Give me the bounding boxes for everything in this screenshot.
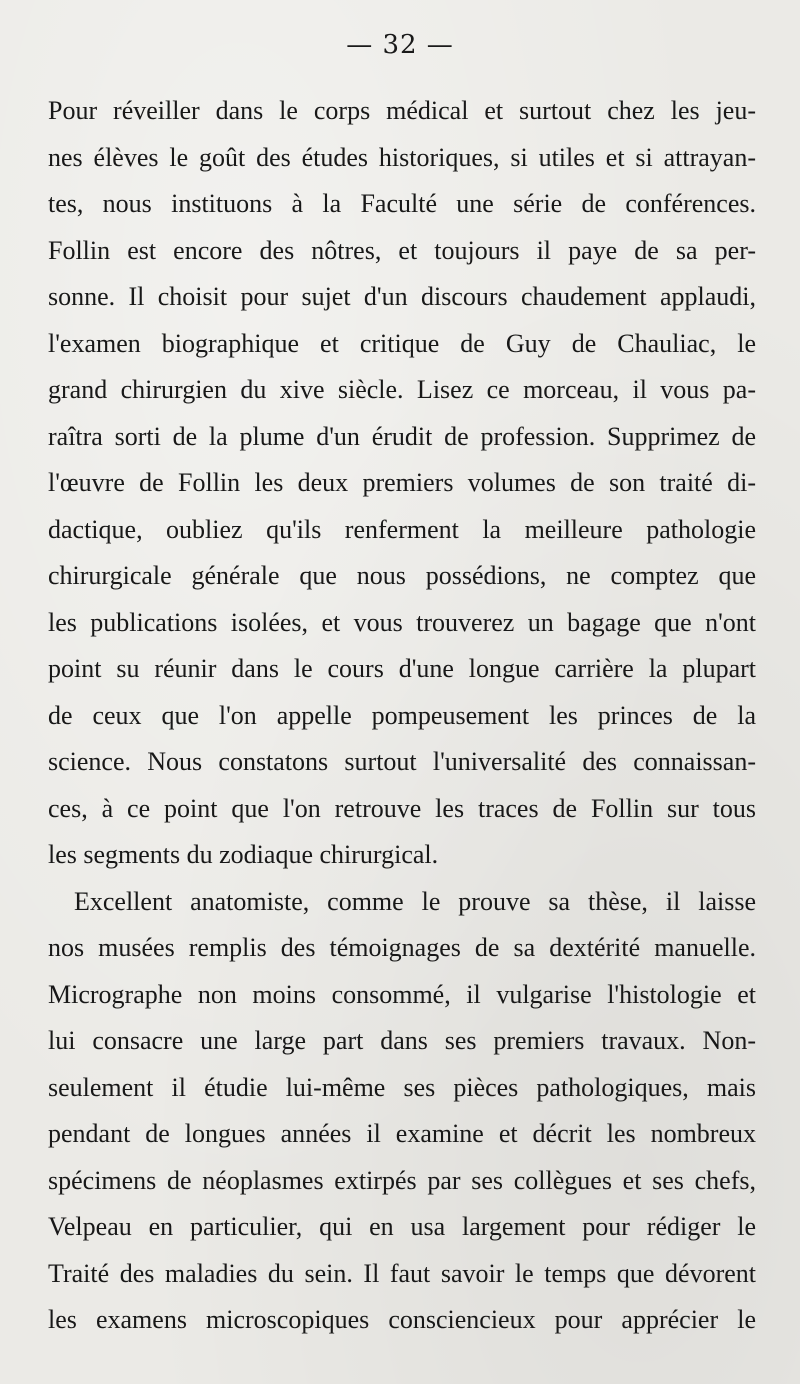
text-line: Follin est encore des nôtres, et toujours il paye de sa per- bbox=[48, 235, 756, 265]
text-line: les publications isolées, et vous trouverez un bagage que n'ont bbox=[48, 607, 756, 637]
text-line: science. Nous constatons surtout l'universalité des connaissan- bbox=[48, 747, 756, 776]
text-line: dactique, oubliez qu'ils renferment la meilleure pathologie bbox=[48, 514, 756, 544]
text-line: Velpeau en particulier, qui en usa largement pour rédiger le bbox=[48, 1212, 756, 1241]
text-line: nos musées remplis des témoignages de sa dextérité manuelle. bbox=[48, 933, 756, 962]
text-line: chirurgicale générale que nous possédions, ne comptez que bbox=[48, 561, 756, 590]
text-line: de ceux que l'on appelle pompeusement les princes de la bbox=[48, 700, 756, 730]
text-line: point su réunir dans le cours d'une longue carrière la plupart bbox=[48, 654, 756, 683]
text-line: raîtra sorti de la plume d'un érudit de profession. Supprimez de bbox=[48, 421, 756, 451]
text-line: Traité des maladies du sein. Il faut savoir le temps que dévorent bbox=[48, 1258, 756, 1288]
body-text bbox=[48, 88, 756, 1344]
text-line: les examens microscopiques consciencieux pour apprécier le bbox=[48, 1305, 756, 1334]
text-line: sonne. Il choisit pour sujet d'un discours chaudement applaudi, bbox=[48, 282, 756, 311]
text-line: l'examen biographique et critique de Guy de Chauliac, le bbox=[48, 328, 756, 358]
paragraph-first-line: Excellent anatomiste, comme le prouve sa thèse, il laisse bbox=[74, 886, 756, 916]
text-line: tes, nous instituons à la Faculté une série de conférences. bbox=[48, 189, 756, 218]
text-line: seulement il étudie lui-même ses pièces pathologiques, mais bbox=[48, 1072, 756, 1102]
text-line: Micrographe non moins consommé, il vulgarise l'histologie et bbox=[48, 979, 756, 1009]
text-line: Pour réveiller dans le corps médical et surtout chez les jeu- bbox=[48, 96, 756, 125]
text-line: pendant de longues années il examine et décrit les nombreux bbox=[48, 1119, 756, 1148]
text-line: grand chirurgien du xive siècle. Lisez ce morceau, il vous pa- bbox=[48, 375, 756, 404]
text-line: spécimens de néoplasmes extirpés par ses collègues et ses chefs, bbox=[48, 1165, 756, 1195]
text-line: les segments du zodiaque chirurgical. bbox=[48, 840, 439, 869]
page-number: — 32 — bbox=[346, 30, 454, 60]
text-line: l'œuvre de Follin les deux premiers volumes de son traité di- bbox=[48, 468, 756, 497]
text-line: lui consacre une large part dans ses premiers travaux. Non- bbox=[48, 1026, 756, 1055]
text-line: nes élèves le goût des études historiques, si utiles et si attrayan- bbox=[48, 142, 756, 172]
text-line: ces, à ce point que l'on retrouve les traces de Follin sur tous bbox=[48, 793, 756, 823]
